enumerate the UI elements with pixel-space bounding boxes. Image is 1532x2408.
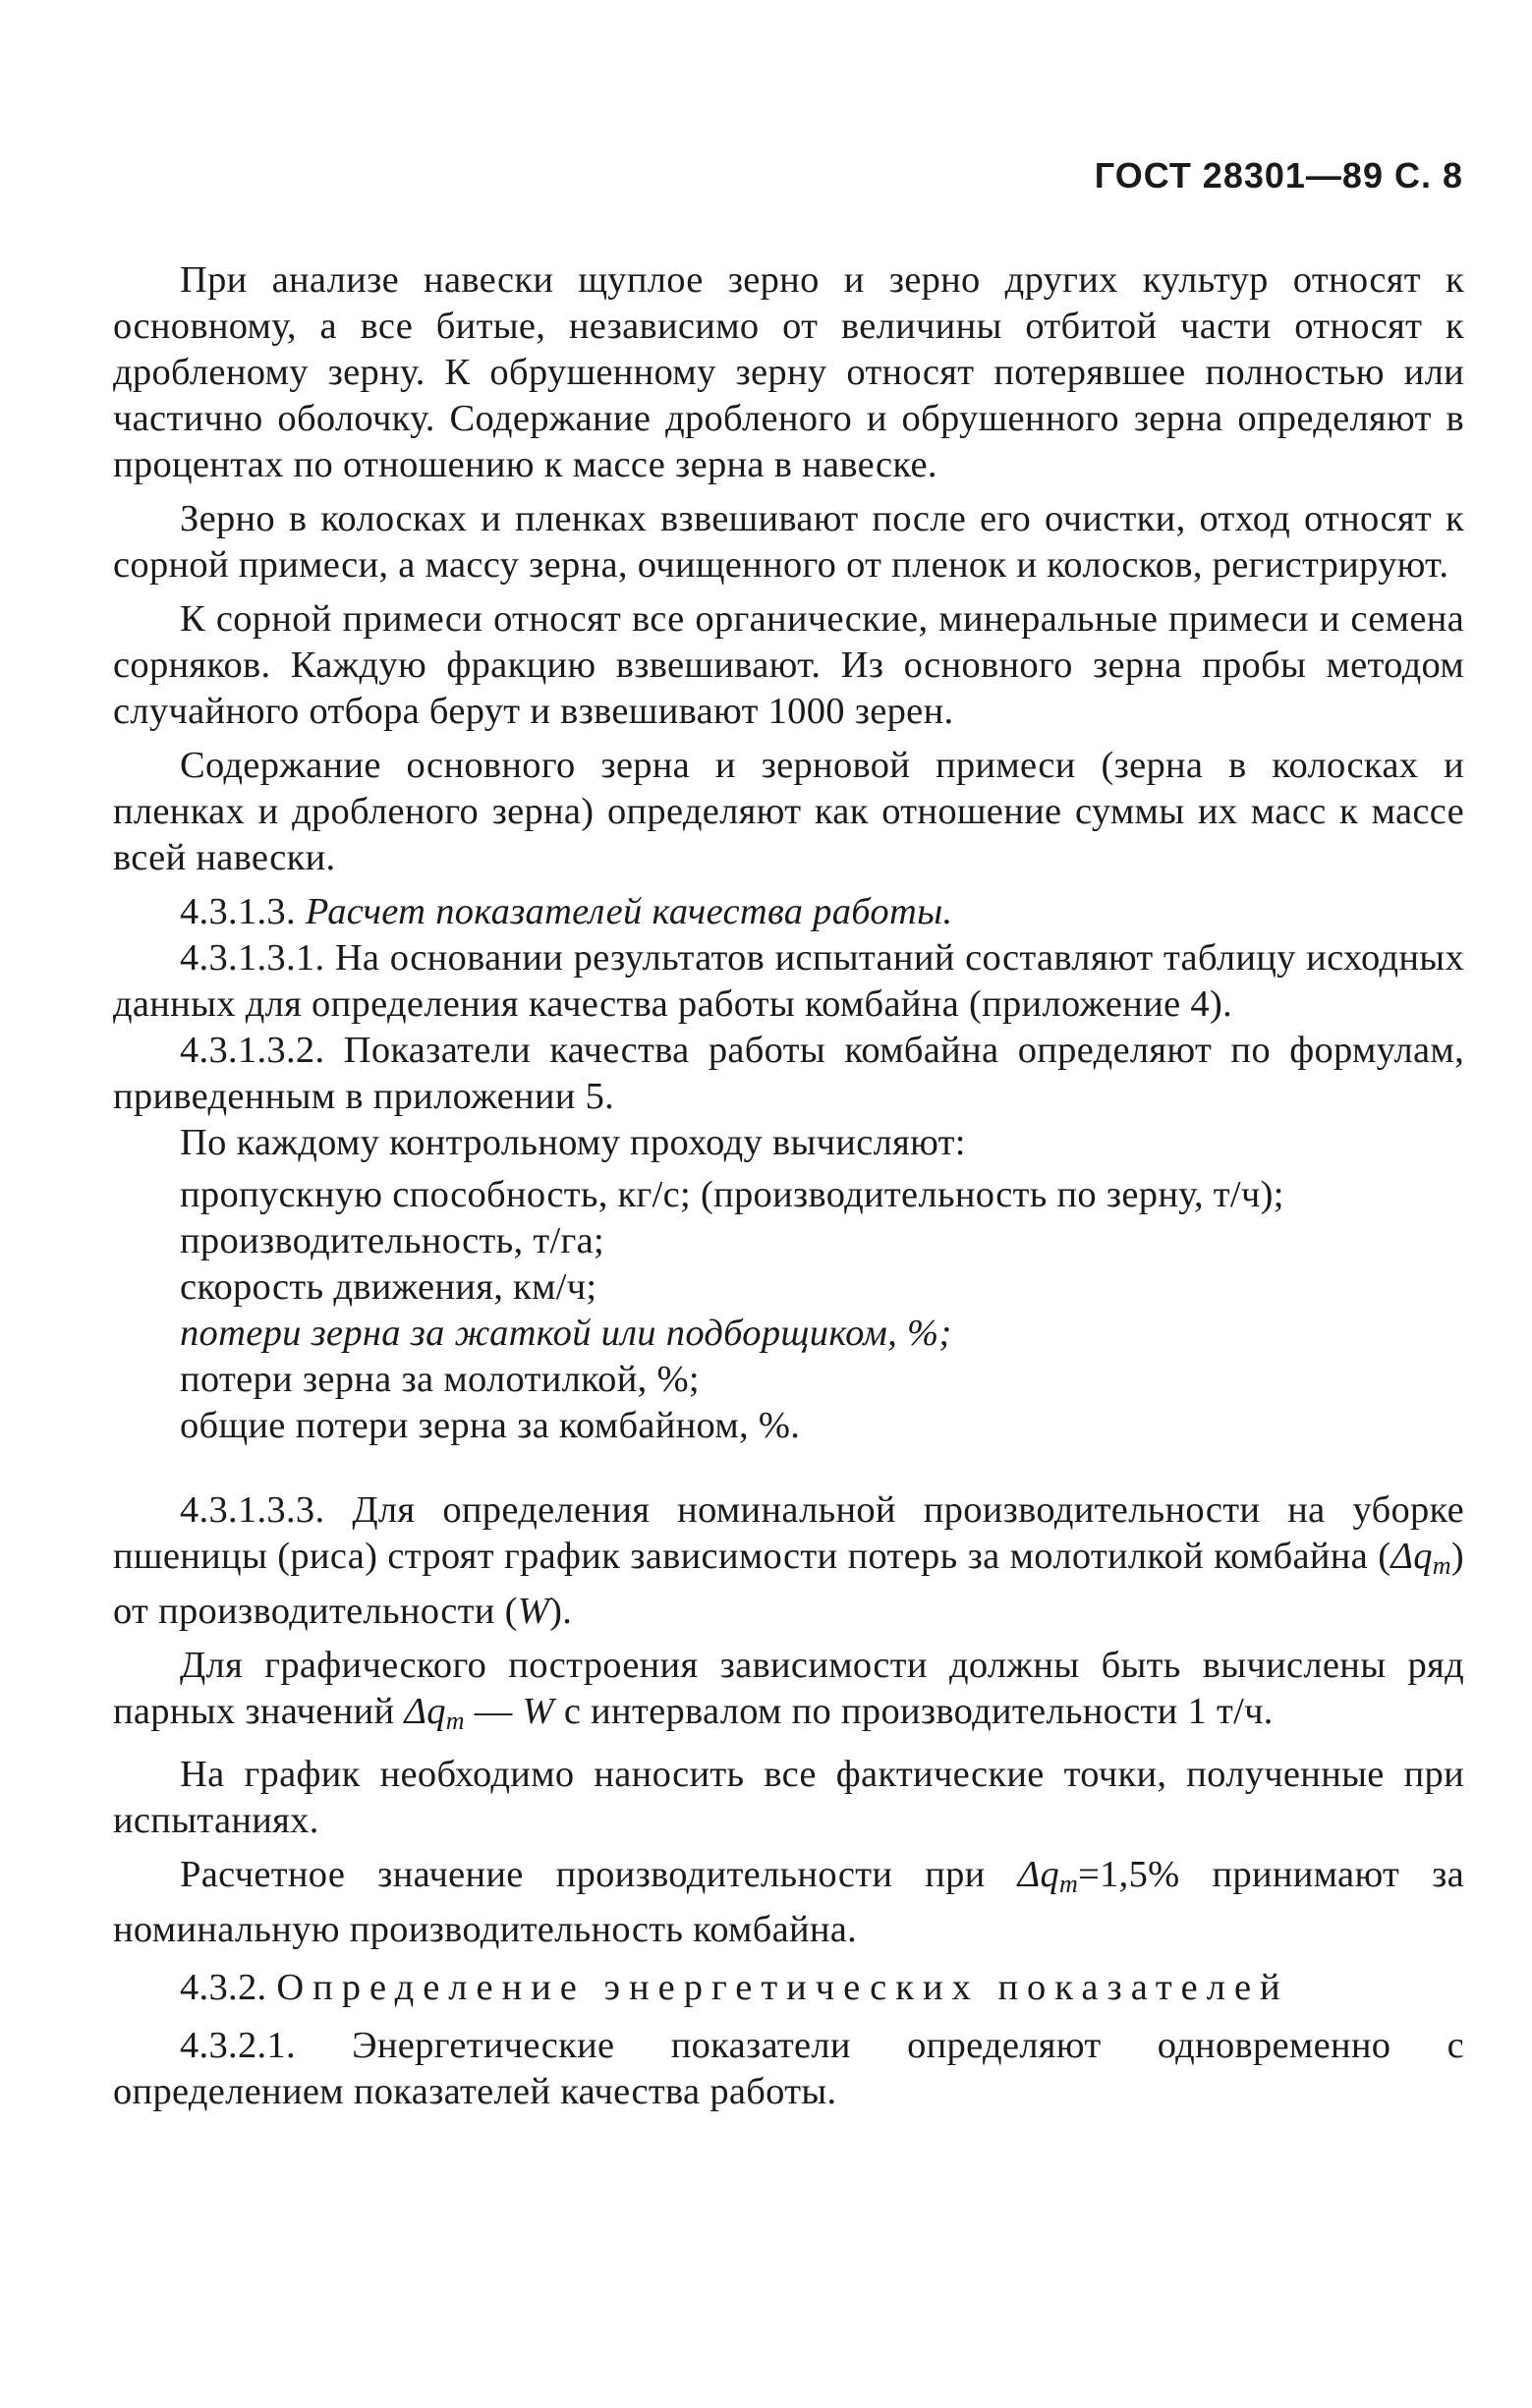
formula-dq: Δq xyxy=(1017,1853,1060,1895)
list-item: производительность, т/га; xyxy=(180,1220,604,1261)
formula-dq: Δq xyxy=(404,1690,446,1732)
list-item: скорость движения, км/ч; xyxy=(180,1266,597,1308)
list-item: потери зерна за молотилкой, %; xyxy=(180,1359,700,1400)
list-item: потери зерна за жаткой или подборщиком, %; xyxy=(180,1313,952,1354)
paragraph-4-3-1-3-2: 4.3.1.3.2. Показатели качества работы комбайна определяют по формулам, приведенным в приложении 5. xyxy=(113,1030,1464,1117)
page-header: ГОСТ 28301—89 С. 8 xyxy=(1094,155,1463,196)
page-body xyxy=(113,257,1464,2123)
list-item: пропускную способность, кг/с; (производительность по зерну, т/ч); xyxy=(180,1174,1284,1215)
paragraph-weed-impurity: К сорной примеси относят все органические, минеральные примеси и семена сорняков. Каждую фракцию взвешивают. Из основного зерна пробы методом случайного отбора берут и взвешивают 1000 зерен. xyxy=(113,598,1464,732)
formula-w: W xyxy=(522,1690,554,1732)
section-4-3-1-3 xyxy=(113,889,1464,935)
section-number: 4.3.2. xyxy=(180,1966,267,2008)
paragraph-graph-construction: Для графического построения зависимости должны быть вычислены ряд парных значений $\Delta q_m$ — W с интервалом по производительности 1 т/ч. xyxy=(113,1644,1464,1735)
paragraph-main-grain-content: Содержание основного зерна и зерновой примеси (зерна в колосках и пленках и дробленого зерна) определяют как отношение суммы их масс к массе всей навески. xyxy=(113,745,1464,878)
paragraph-nominal-value: Расчетное значение производительности при $\Delta q_m=1,5\%$ принимают за номинальную производительность комбайна. xyxy=(113,1853,1464,1950)
paragraph-grain-in-ears: Зерно в колосках и пленках взвешивают после его очистки, отход относят к сорной примеси, а массу зерна, очищенного от пленок и колосков, регистрируют. xyxy=(113,498,1464,586)
paragraph-4-3-1-3-3: 4.3.1.3.3. Для определения номинальной производительности на уборке пшеницы (риса) строят график зависимости потерь за молотилкой комбайна $(\Delta q_m)$ от производительности (W). xyxy=(113,1488,1464,1632)
list-intro: По каждому контрольному проходу вычисляют: xyxy=(180,1122,966,1163)
paragraph-sample-analysis: При анализе навески щуплое зерно и зерно других культур относят к основному, а все битые, независимо от величины отбитой части относят к дробленому зерну. К обрушенному зерну относят потерявшее полностью или частично оболочку. Содержание дробленого и обрушенного зерна определяют в процентах по отношению к массе зерна в навеске. xyxy=(113,259,1464,485)
section-4-3-2 xyxy=(113,1965,1464,2011)
computed-indicators-list xyxy=(113,1172,1464,1449)
section-number: 4.3.1.3. xyxy=(180,891,296,932)
paragraph-graph-points: На график необходимо наносить все фактические точки, полученные при испытаниях. xyxy=(113,1753,1464,1841)
list-item: общие потери зерна за комбайном, %. xyxy=(180,1405,801,1446)
section-title: Расчет показателей качества работы. xyxy=(305,891,953,932)
formula-w: W xyxy=(517,1590,550,1632)
formula-dq: Δq xyxy=(1390,1535,1433,1577)
paragraph-4-3-1-3-1: 4.3.1.3.1. На основании результатов испытаний составляют таблицу исходных данных для определения качества работы комбайна (приложение 4). xyxy=(113,937,1464,1025)
section-title: Определение энергетических показателей xyxy=(276,1966,1289,2008)
paragraph-4-3-2-1: 4.3.2.1. Энергетические показатели определяют одновременно с определением показателей качества работы. xyxy=(113,2024,1464,2112)
